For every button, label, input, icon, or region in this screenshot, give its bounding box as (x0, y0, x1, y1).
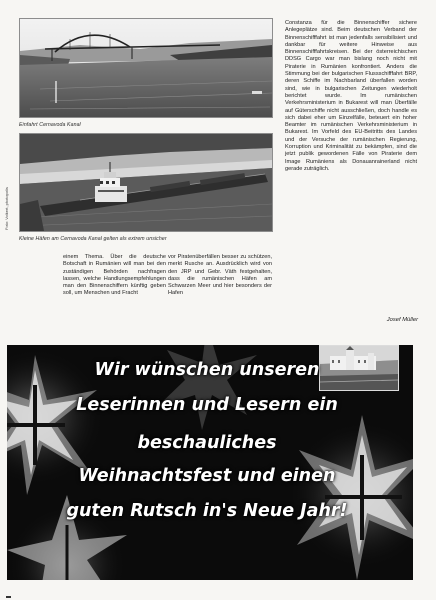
greeting-line-1: Wir wünschen unseren (94, 360, 320, 380)
author-signature: Josef Müller (386, 317, 418, 323)
canal-entrance-photo (19, 18, 273, 118)
photo2-caption: Kleine Häfen am Cernavoda Kanal gelten als extrem unsicher (19, 236, 167, 242)
article-column-a (63, 254, 166, 298)
greeting-line-4: Weihnachtsfest und einen (78, 466, 336, 486)
column-b-text: vor Piratenüberfällen besser zu schützen, merkt Rusche an. Ausdrücklich wird von den JRP und Gebr. Väth festgehalten, dass die rumänischen Häfen am Schwarzen Meer und hier besonders der Hafen (168, 254, 272, 297)
greeting-line-2: Leserinnen und Lesern ein (76, 395, 338, 415)
column-a-text: einem Thema. Über die deutsche Botschaft in Rumänien will man bei den zuständigen Behörden nachfragen lassen, welche Handlungsempfehlungen man den Binnenschiffern künftig geben soll, um Menschen und Fracht (63, 254, 166, 297)
right-column-text: Constanza für die Binnenschiffer sichere Anlegeplätze sind. Beim deutschen Verband der Binnenschifffahrt ist man jedenfalls sensibilisiert und dankbar für weitere Hinweise aus Binnenschifffahrtskreisen. Bei der österreichischen DDSG Cargo war man bislang noch nicht mit Piraterie in Rumänien konfrontiert. Anders die Stimmung bei der bulgarischen Flussschifffahrt BRP, deren Schiffe im Nachbarland überfallen worden sind, wie in bulgarischen Zeitungen wiederholt berichtet wurde. Im rumänischen Verkehrsministerium in Bukarest will man Überfälle auf Güterschiffe nicht ausschließen, doch handle es sich dabei eher um Einzelfälle, beteuert ein hoher Beamter im rumänischen Verkehrsministerium in Bukarest. Im Vorfeld des EU-Beitritts des Landes und der Versuche der rumänischen Regierung, Korruption und Kriminalität zu bekämpfen, sind die jetzt publik gewordenen Fälle von Piraterie dem Image Rumäniens als Donauanrainerland nicht gerade zuträglich. (285, 20, 417, 172)
article-right-column (285, 20, 417, 173)
photo-credit: Foto: Volkert, photopolis (4, 187, 9, 230)
christmas-greeting-banner (7, 345, 413, 580)
greeting-line-5: guten Rutsch in's Neue Jahr! (66, 501, 348, 521)
greeting-line-3: beschauliches (137, 433, 277, 453)
photo1-caption: Einfahrt Cernavoda Kanal (19, 122, 81, 128)
page-edge-mark (6, 596, 11, 598)
article-column-b (168, 254, 272, 298)
harbor-barges-photo (19, 133, 273, 232)
